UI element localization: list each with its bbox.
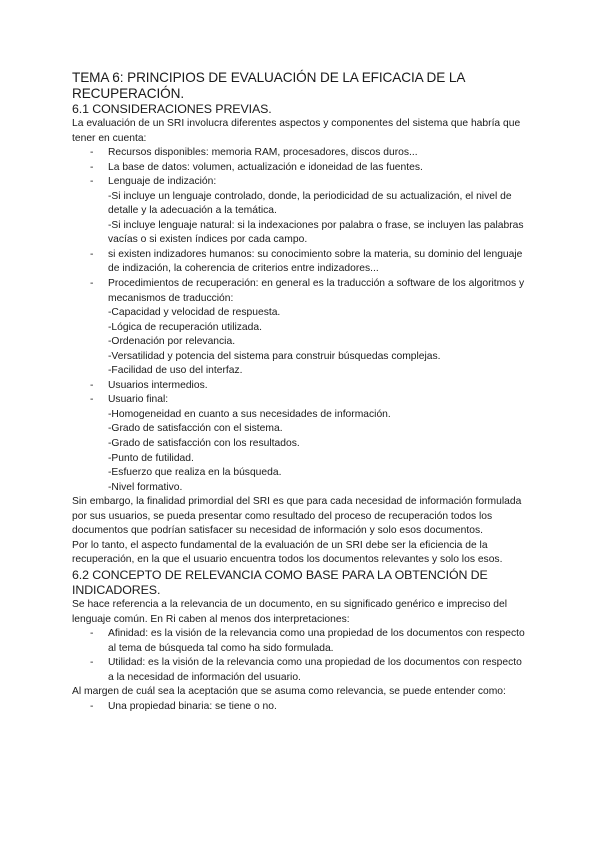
list-item-text: Lenguaje de indización: — [108, 176, 217, 188]
list-item — [72, 393, 530, 495]
sub-item-text: -Facilidad de uso del interfaz. — [108, 365, 243, 377]
section-heading-6-1: 6.1 CONSIDERACIONES PREVIAS. — [72, 102, 272, 116]
section-2-intro: Se hace referencia a la relevancia de un documento, en su significado genérico e impreciso del lenguaje común. En Ri caben al menos dos interpretaciones: — [72, 598, 508, 625]
list-item — [72, 277, 530, 379]
list-item — [72, 379, 530, 394]
list-item-text: La base de datos: volumen, actualización e idoneidad de las fuentes. — [108, 161, 423, 173]
list-item-text: Usuarios intermedios. — [108, 379, 208, 391]
sub-item-text: -Nivel formativo. — [108, 481, 183, 493]
list-item: - Una propiedad binaria: se tiene o no. — [72, 700, 530, 715]
list-item — [72, 161, 530, 176]
list-item-text: Recursos disponibles: memoria RAM, procesadores, discos duros... — [108, 147, 418, 159]
document-title: TEMA 6: PRINCIPIOS DE EVALUACIÓN DE LA EFICACIA DE LA RECUPERACIÓN. — [72, 70, 465, 101]
section-2-list-2 — [72, 700, 530, 715]
section-heading-6-2: 6.2 CONCEPTO DE RELEVANCIA COMO BASE PARA LA OBTENCIÓN DE INDICADORES. — [72, 567, 488, 597]
section-2-paragraph-1: Al margen de cuál sea la aceptación que se asuma como relevancia, se puede entender como: — [72, 686, 506, 698]
sub-item-text: -Capacidad y velocidad de respuesta. — [108, 307, 281, 319]
section-1-intro: La evaluación de un SRI involucra diferentes aspectos y componentes del sistema que habría que tener en cuenta: — [72, 118, 521, 144]
list-item: - Afinidad: es la visión de la relevancia como una propiedad de los documentos con respecto al tema de búsqueda tal como ha sido formulada. — [72, 627, 530, 656]
list-item — [72, 175, 530, 248]
sub-item-text: -Punto de futilidad. — [108, 452, 194, 464]
list-item: - Utilidad: es la visión de la relevancia como una propiedad de los documentos con respecto a la necesidad de información del usuario. — [72, 656, 530, 685]
sub-item-text: -Grado de satisfacción con el sistema. — [108, 423, 283, 435]
section-1-list — [72, 146, 530, 495]
sub-item-text: -Versatilidad y potencia del sistema para construir búsquedas complejas. — [108, 350, 441, 362]
list-item-text: Usuario final: — [108, 394, 169, 406]
list-item-text: si existen indizadores humanos: su conocimiento sobre la materia, su dominio del lenguaje de indización, la coherencia de criterios entre indizadores... — [108, 248, 523, 275]
section-1-paragraph-1: Sin embargo, la finalidad primordial del SRI es que para cada necesidad de información formulada por sus usuarios, se pueda presentar como resultado del proceso de recuperación todos los documentos que podrían satisfacer su necesidad de información y solo esos documentos. — [72, 496, 522, 537]
sub-item-text: -Esfuerzo que realiza en la búsqueda. — [108, 467, 282, 479]
sub-item-text: -Ordenación por relevancia. — [108, 336, 236, 348]
sub-item-text: -Lógica de recuperación utilizada. — [108, 321, 262, 333]
list-item-text: Procedimientos de recuperación: en general es la traducción a software de los algoritmos y mecanismos de traducción: — [108, 278, 525, 304]
sub-item-text: -Grado de satisfacción con los resultados. — [108, 438, 300, 450]
section-1-paragraph-2: Por lo tanto, el aspecto fundamental de la evaluación de un SRI debe ser la eficiencia de la recuperación, en la que el usuario encuentra todos los documentos relevantes y solo los esos. — [72, 539, 503, 566]
sub-item-text: -Si incluye un lenguaje controlado, donde, la periodicidad de su actualización, el nivel de detalle y la adecuación a la temática. — [108, 190, 512, 217]
sub-item-text: -Homogeneidad en cuanto a sus necesidades de información. — [108, 408, 391, 420]
list-item — [72, 146, 530, 161]
list-item — [72, 248, 530, 277]
sub-item-text: -Si incluye lenguaje natural: si la indexaciones por palabra o frase, se incluyen las palabras vacías o si existen índices por cada campo. — [108, 219, 524, 246]
section-2-list — [72, 627, 530, 685]
